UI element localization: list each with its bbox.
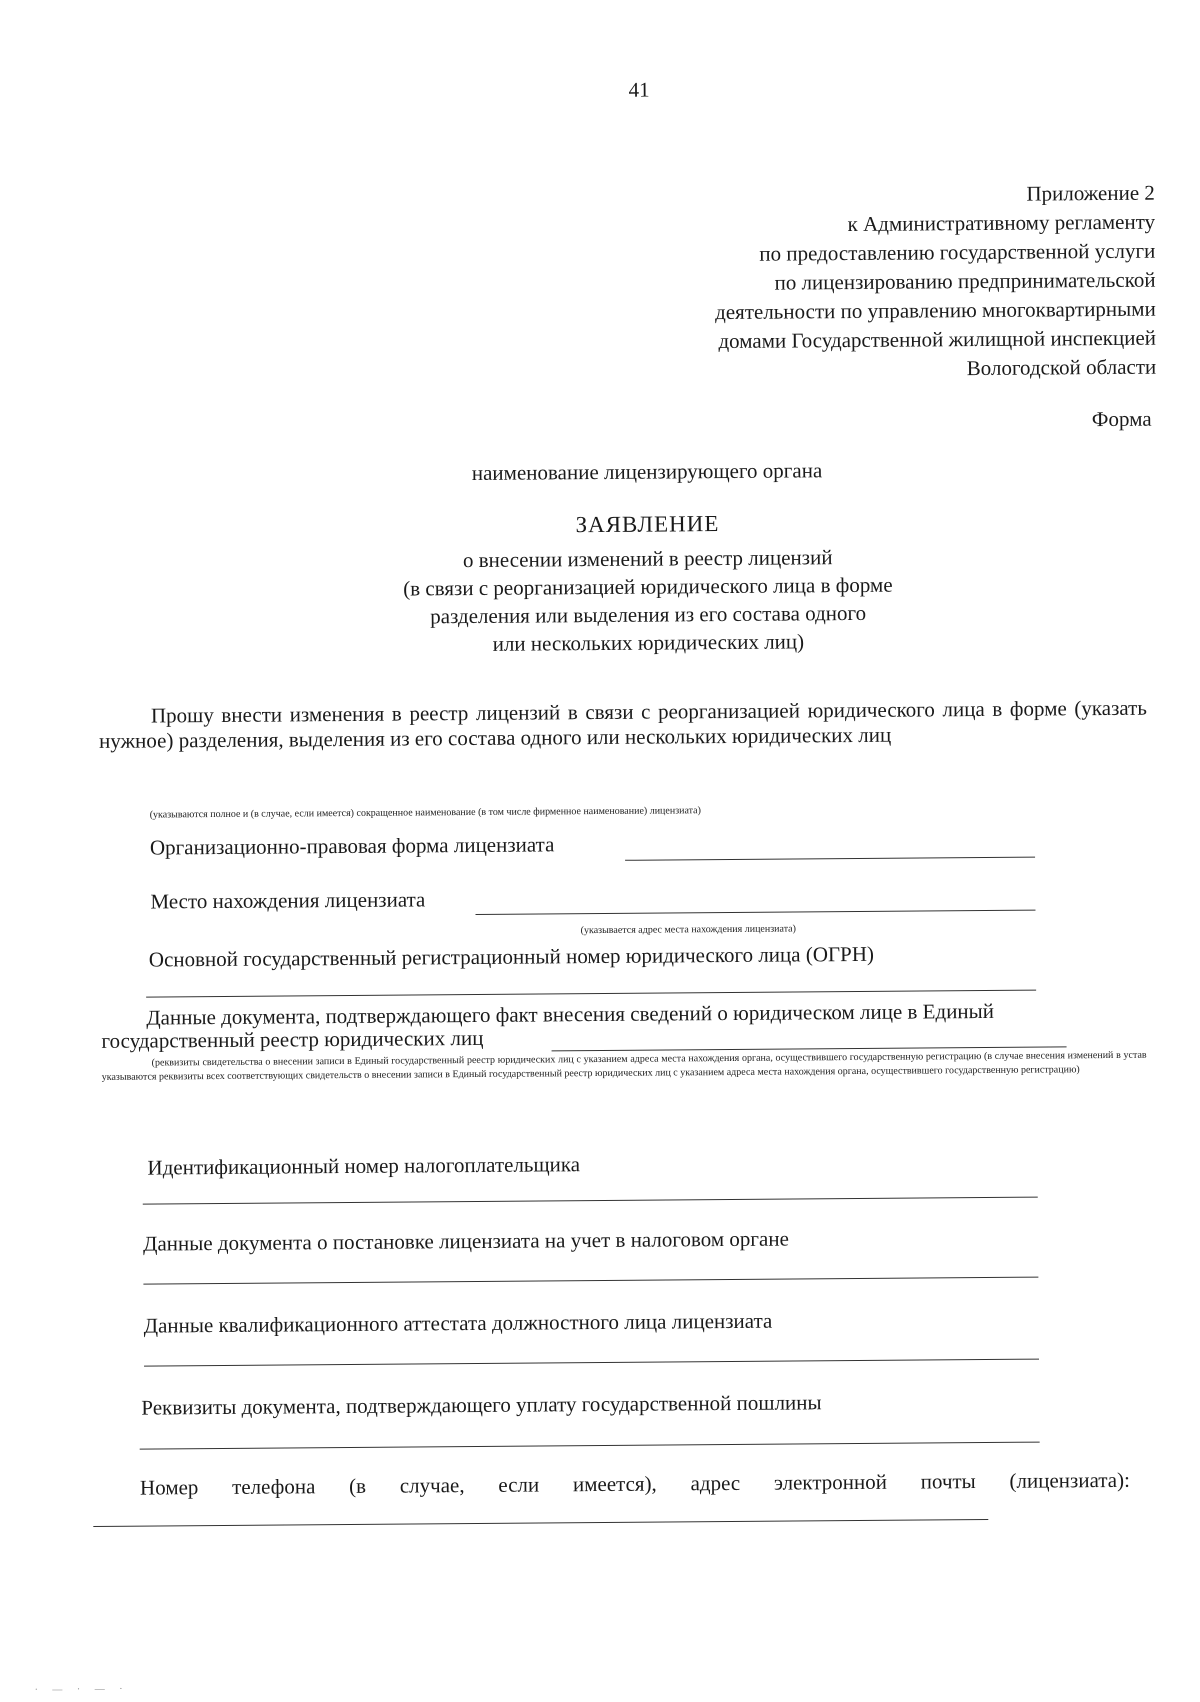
contacts-word: адрес <box>690 1470 741 1496</box>
payment-label: Реквизиты документа, подтверждающего уплату государственной пошлины <box>141 1390 822 1420</box>
request-text: Прошу внести изменения в реестр лицензий в связи с реорганизацией юридического лица в форме (указать нужное) разделения, выделения из его состава одного или нескольких юридических лиц <box>99 695 1147 753</box>
qualification-field[interactable] <box>144 1359 1039 1367</box>
appendix-line: по предоставлению государственной услуги <box>759 238 1156 266</box>
egrul-label-line1: Данные документа, подтверждающего факт внесения сведений о юридическом лице в Единый <box>146 998 995 1030</box>
contacts-word: если <box>498 1472 540 1497</box>
ogrn-label: Основной государственный регистрационный номер юридического лица (ОГРН) <box>148 941 875 972</box>
location-field[interactable] <box>475 910 1035 915</box>
licensing-authority-label: наименование лицензирующего органа <box>471 458 823 485</box>
inn-label: Идентификационный номер налогоплательщика <box>147 1152 581 1180</box>
org-form-label: Организационно-правовая форма лицензиата <box>149 832 555 860</box>
request-paragraph <box>99 696 1147 754</box>
subtitle-line: о внесении изменений в реестр лицензий <box>462 545 833 573</box>
contacts-word: случае, <box>399 1473 465 1498</box>
subtitle-line: разделения или выделения из его состава одного <box>430 600 867 629</box>
appendix-line: деятельности по управлению многоквартирными <box>715 296 1156 325</box>
appendix-line: по лицензированию предпринимательской <box>774 267 1156 295</box>
subtitle-line: или нескольких юридических лиц) <box>492 629 805 656</box>
document-title: ЗАЯВЛЕНИЕ <box>575 511 720 538</box>
egrul-note: (реквизиты свидетельства о внесении записи в Единый государственный реестр юридических лиц с указанием адреса места нахождения органа, осуществившего государственную регистрацию (в случае внесения изменений в устав указываются реквизиты всех соответствующих свидетельств о внесении записи в Единый государственный реестр юридических лиц с указанием адреса места нахождения органа, осуществившего государственную регистрацию) <box>101 1049 1147 1083</box>
appendix-header <box>714 179 1156 385</box>
tax-registration-field[interactable] <box>143 1277 1038 1285</box>
contacts-word: электронной <box>773 1469 888 1495</box>
org-form-field[interactable] <box>625 857 1035 861</box>
page-number: 41 <box>628 77 650 102</box>
appendix-line: Вологодской области <box>966 354 1157 381</box>
payment-field[interactable] <box>140 1442 1040 1450</box>
appendix-line: к Административному регламенту <box>847 209 1156 237</box>
tax-registration-label: Данные документа о постановке лицензиата на учет в налоговом органе <box>142 1226 789 1256</box>
contacts-word: телефона <box>232 1474 316 1499</box>
contacts-word: почты <box>920 1469 976 1494</box>
contacts-field[interactable] <box>93 1519 988 1527</box>
qualification-label: Данные квалификационного аттестата должностного лица лицензиата <box>143 1308 773 1338</box>
subtitle-line: (в связи с реорганизацией юридического лица в форме <box>403 572 893 601</box>
contacts-label <box>140 1468 1130 1501</box>
contacts-word: имеется), <box>572 1471 657 1497</box>
egrul-label-line2: государственный реестр юридических лиц <box>101 1025 484 1053</box>
contacts-word: (лицензиата): <box>1009 1467 1130 1493</box>
form-label: Форма <box>1091 406 1152 432</box>
contacts-word: (в <box>349 1473 367 1498</box>
location-note: (указывается адрес места нахождения лицензиата) <box>580 923 796 937</box>
document-subtitle <box>0 540 1200 662</box>
inn-field[interactable] <box>143 1197 1038 1205</box>
appendix-line: домами Государственной жилищной инспекцией <box>718 325 1157 354</box>
scan-artifacts: · — · — · <box>34 1683 129 1696</box>
location-label: Место нахождения лицензиата <box>150 887 426 914</box>
appendix-line: Приложение 2 <box>1026 180 1155 206</box>
ogrn-field[interactable] <box>146 990 1036 998</box>
request-note: (указываются полное и (в случае, если имеется) сокращенное наименование (в том числе фирменное наименование) лицензиата) <box>149 805 701 821</box>
contacts-word: Номер <box>139 1475 199 1500</box>
